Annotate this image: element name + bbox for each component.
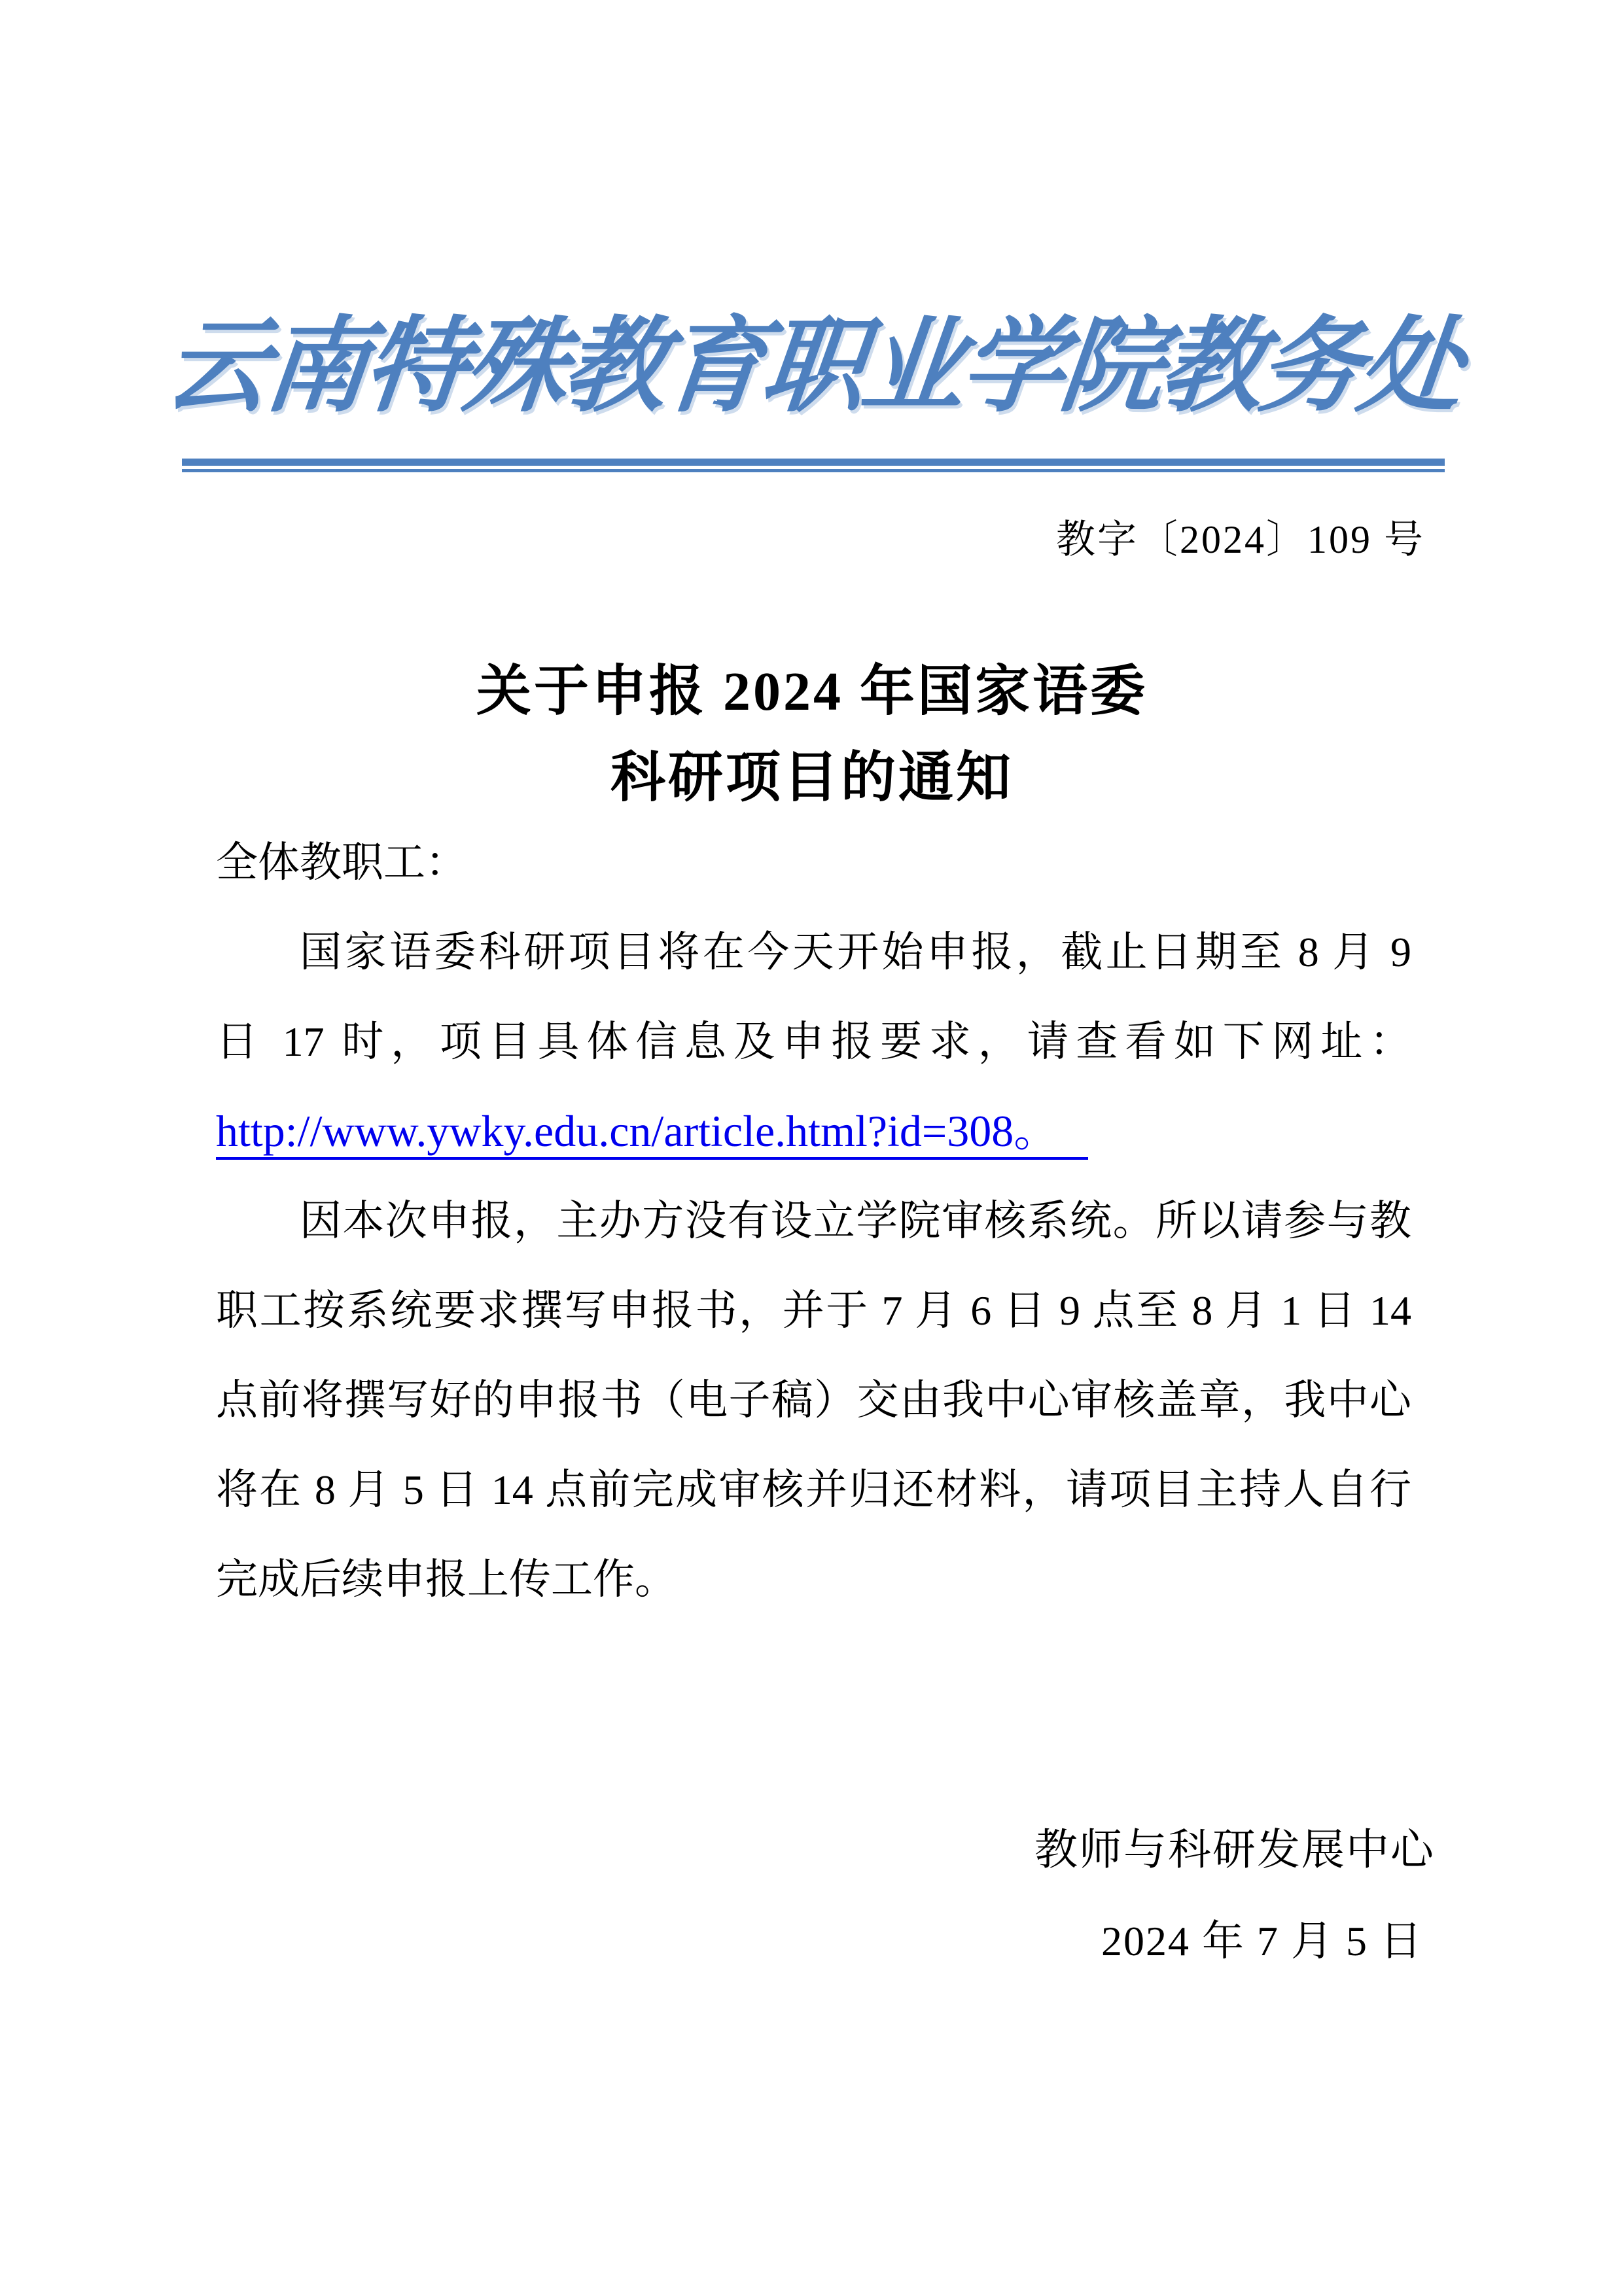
issue-date: 2024 年 7 月 5 日: [1101, 1918, 1423, 1964]
url-line: [216, 1087, 1411, 1176]
paragraph2-line2: 职工按系统要求撰写申报书，并于 7 月 6 日 9 点至 8 月 1 日 14: [216, 1287, 1411, 1334]
paragraph2-line1: 因本次申报，主办方没有设立学院审核系统。所以请参与教: [300, 1198, 1411, 1244]
paragraph2-line4: 将在 8 月 5 日 14 点前完成审核并归还材料，请项目主持人自行: [216, 1467, 1411, 1513]
masthead-title: 云南特殊教育职业学院教务处: [159, 310, 1465, 425]
paragraph1-line1: 国家语委科研项目将在今天开始申报，截止日期至 8 月 9: [300, 929, 1411, 975]
paragraph2-line3: 点前将撰写好的申报书（电子稿）交由我中心审核盖章，我中心: [216, 1377, 1411, 1423]
paragraph2-line5: 完成后续申报上传工作。: [216, 1556, 677, 1603]
notice-body: [216, 818, 1411, 1624]
issuing-department-signature: 教师与科研发展中心: [1034, 1826, 1435, 1874]
salutation: 全体教职工：: [216, 839, 467, 886]
masthead-rule-thick: [182, 459, 1445, 466]
notice-title: [0, 653, 1624, 826]
paragraph1-line2: 日 17 时，项目具体信息及申报要求，请查看如下网址：: [216, 1018, 1411, 1065]
doc-number: 教字〔2024〕109 号: [1056, 518, 1425, 561]
notice-title-line-1: 关于申报 2024 年国家语委: [476, 661, 1148, 722]
masthead-rule-thin: [182, 469, 1445, 472]
article-url-link[interactable]: http://www.ywky.edu.cn/article.html?id=308。: [216, 1106, 1088, 1160]
notice-title-line-2: 科研项目的通知: [610, 748, 1014, 809]
